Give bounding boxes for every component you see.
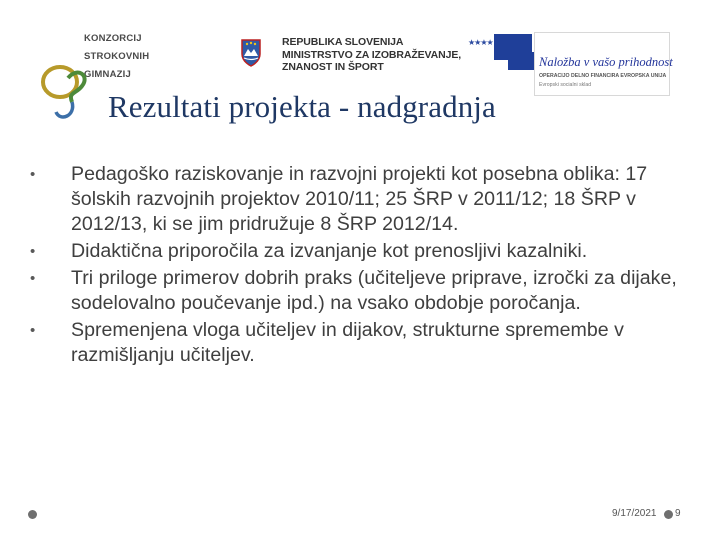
eu-stars-icon: ★★★★ — [468, 38, 493, 47]
bullet-text: Pedagoško raziskovanje in razvojni projekti kot posebna oblika: 17 šolskih razvojnih projektov 2010/11; 25 ŠRP v 2011/12; 18 ŠRP v 2012/13, ki se jim pridružuje 8 ŠRP 2012/14. — [71, 163, 648, 235]
bullet-dot-icon: • — [30, 166, 36, 183]
ministry-logo — [240, 36, 460, 78]
bullet-item — [30, 318, 690, 368]
slide-title: Rezultati projekta - nadgradnja — [108, 89, 496, 124]
bullet-list — [30, 162, 690, 370]
bullet-text: Tri priloge primerov dobrih praks (učiteljeve priprave, izročki za dijake, sodelovalno poučevanje ipd.) na vsako obdobje poročanja. — [71, 267, 677, 314]
bullet-item — [30, 239, 690, 264]
bullet-item — [30, 162, 690, 237]
konzorcij-line-1: KONZORCIJ — [84, 33, 142, 44]
ministry-line-1: REPUBLIKA SLOVENIJA — [282, 36, 404, 48]
footer-date: 9/17/2021 — [612, 508, 657, 519]
ministry-text — [282, 36, 461, 74]
bullet-dot-icon: • — [30, 243, 36, 260]
konzorcij-line-2: STROKOVNIH — [84, 51, 150, 62]
konzorcij-line-3: GIMNAZIJ — [84, 69, 131, 80]
bullet-dot-icon: • — [30, 270, 36, 287]
bullet-item — [30, 266, 690, 316]
footer-page-number: 9 — [675, 508, 681, 519]
eu-cofinancing-text: OPERACIJO DELNO FINANCIRA EVROPSKA UNIJA — [539, 73, 667, 79]
eu-fund-text: Evropski socialni sklad — [539, 82, 592, 88]
footer-left-circle-icon — [28, 510, 37, 519]
gsg-monogram-icon — [38, 56, 98, 128]
eu-slogan-box — [534, 32, 673, 96]
eu-flag-secondary-icon — [508, 52, 534, 70]
bullet-text: Spremenjena vloga učiteljev in dijakov, strukturne spremembe v razmišljanju učiteljev. — [71, 319, 624, 366]
eu-logo — [468, 32, 673, 96]
footer-right-circle-icon — [664, 510, 673, 519]
slovenia-coat-of-arms-icon — [240, 38, 262, 68]
bullet-dot-icon: • — [30, 322, 36, 339]
ministry-line-3: ZNANOST IN ŠPORT — [282, 61, 384, 73]
bullet-text: Didaktična priporočila za izvanjanje kot prenosljivi kazalniki. — [71, 240, 588, 262]
ministry-line-2: MINISTRSTVO ZA IZOBRAŽEVANJE, — [282, 48, 462, 61]
eu-slogan: Naložba v vašo prihodnost — [539, 55, 673, 69]
